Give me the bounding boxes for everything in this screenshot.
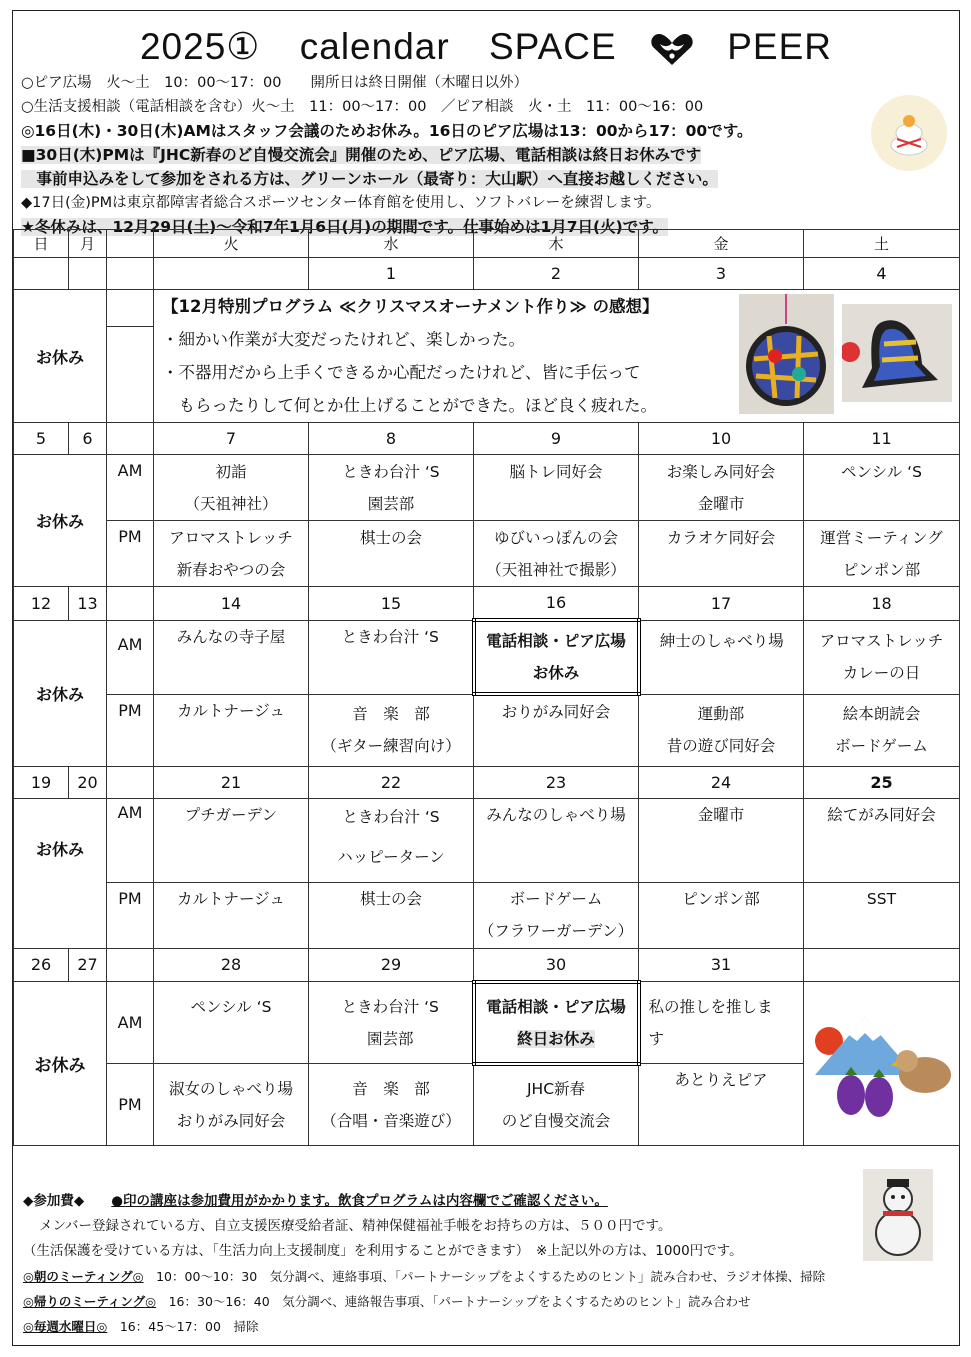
pm-label: PM: [107, 694, 154, 766]
program-cell: 絵てがみ同好会: [804, 798, 960, 882]
date-cell: 21: [154, 766, 309, 798]
title-year: 2025①: [139, 26, 261, 67]
program-cell: SST: [804, 882, 960, 948]
pm-label: PM: [107, 1064, 154, 1146]
title-space: SPACE: [488, 26, 617, 67]
title-peer: PEER: [727, 26, 832, 67]
program-cell: ボードゲーム （フラワーガーデン）: [474, 882, 639, 948]
closed-notice-box: 電話相談・ピア広場 終日お休み: [474, 982, 639, 1064]
closed-label: お休み: [14, 620, 107, 766]
page-title: [13, 25, 959, 68]
program-cell: ときわ台汁 ‘S 園芸部: [309, 982, 474, 1064]
program-cell: 音 楽 部 （合唱・音楽遊び）: [309, 1064, 474, 1146]
program-cell: 運営ミーティング ピンポン部: [804, 521, 960, 587]
date-cell: 27: [69, 948, 107, 982]
date-row-3: [14, 587, 960, 621]
date-cell: 2: [474, 258, 639, 290]
calendar-page: [12, 10, 960, 1346]
notice-meeting: ◎16日(木)・30日(木)AMはスタッフ会議のためお休み。16日のピア広場は13：00から17：00です。: [21, 122, 753, 140]
evening-meeting-text: 16：30～16：40 気分調べ、連絡報告事項、「パートナーシップをよくするためのヒント」読み合わせ: [168, 1294, 751, 1309]
week3-am-row: [14, 620, 960, 694]
notice-event-detail: 事前申込みをして参加をされる方は、グリーンホール（最寄り：大山駅）へ直接お越しください。: [21, 170, 718, 188]
date-cell: 4: [804, 258, 960, 290]
date-cell: 17: [639, 587, 804, 621]
date-cell: 28: [154, 948, 309, 982]
date-cell: 29: [309, 948, 474, 982]
morning-meeting-label: ◎朝のミーティング◎: [23, 1269, 144, 1284]
program-cell: ペンシル ‘S: [154, 982, 309, 1064]
closed-label: お休み: [14, 982, 107, 1146]
program-cell: ピンポン部: [639, 882, 804, 948]
date-cell: 16: [474, 587, 639, 621]
program-cell: アロマストレッチ カレーの日: [804, 620, 960, 694]
date-cell: 26: [14, 948, 69, 982]
program-cell: 初詣 （天祖神社）: [154, 455, 309, 521]
footer-notes: [23, 1189, 825, 1339]
week1-body: [14, 290, 960, 423]
notice-volley: ◆17日(金)PMは東京都障害者総合スポーツセンター体育館を使用し、ソフトバレーを練習します。: [21, 195, 661, 211]
notice-event: ■30日(木)PMは『JHC新春のど自慢交流会』開催のため、ピア広場、電話相談は終日お休みです: [21, 146, 702, 164]
weekday-sat: 土: [804, 230, 960, 258]
closed-notice-box: 電話相談・ピア広場 お休み: [474, 620, 639, 694]
date-row-1: [14, 258, 960, 290]
program-cell: 脳トレ同好会: [474, 455, 639, 521]
program-cell: 運動部 昔の遊び同好会: [639, 694, 804, 766]
program-cell: 絵本朗読会 ボードゲーム: [804, 694, 960, 766]
program-cell: ペンシル ‘S: [804, 455, 960, 521]
program-cell: カラオケ同好会: [639, 521, 804, 587]
evening-meeting-label: ◎帰りのミーティング◎: [23, 1294, 157, 1309]
program-cell: 棋士の会: [309, 521, 474, 587]
wednesday-text: 16：45～17：00 掃除: [119, 1319, 259, 1334]
title-word: calendar: [299, 26, 450, 67]
program-cell: おりがみ同好会: [474, 694, 639, 766]
program-cell: あとりえピア: [639, 1064, 804, 1146]
program-cell: 棋士の会: [309, 882, 474, 948]
calendar-table: [13, 229, 960, 1146]
date-cell: 19: [14, 766, 69, 798]
am-label: AM: [107, 455, 154, 521]
program-cell: 私の推しを推しま す: [639, 982, 804, 1064]
snowman-ornament-photo: [863, 1169, 933, 1261]
date-cell: 8: [309, 423, 474, 455]
closed-label: お休み: [14, 798, 107, 948]
program-cell: プチガーデン: [154, 798, 309, 882]
program-cell: カルトナージュ: [154, 694, 309, 766]
weekday-fri: 金: [639, 230, 804, 258]
peer-logo-icon: [650, 32, 694, 66]
pm-label: PM: [107, 521, 154, 587]
date-cell: 5: [14, 423, 69, 455]
feedback-line: もらったりして何とか仕上げることができた。ほど良く疲れた。: [162, 396, 657, 415]
notice-block: [21, 71, 921, 239]
program-cell: ときわ台汁 ‘S ハッピーターン: [309, 798, 474, 882]
weekday-wed: 水: [309, 230, 474, 258]
special-program-feedback: [154, 290, 960, 423]
weekday-tue: 火: [154, 230, 309, 258]
weekday-header-row: [14, 230, 960, 258]
morning-meeting-text: 10：00～10：30 気分調べ、連絡事項、「パートナーシップをよくするためのヒント」読み合わせ、ラジオ体操、掃除: [156, 1269, 826, 1284]
date-cell: 11: [804, 423, 960, 455]
pm-label: PM: [107, 882, 154, 948]
date-row-4: [14, 766, 960, 798]
program-cell: 音 楽 部 （ギター練習向け）: [309, 694, 474, 766]
date-cell: 15: [309, 587, 474, 621]
weekday-thu: 木: [474, 230, 639, 258]
date-cell: 6: [69, 423, 107, 455]
date-cell: 13: [69, 587, 107, 621]
program-cell: みんなの寺子屋: [154, 620, 309, 694]
am-label: AM: [107, 982, 154, 1064]
ornament-bell-photo: [842, 304, 952, 402]
feedback-title: 【12月特別プログラム ≪クリスマスオーナメント作り≫ の感想】: [162, 297, 659, 316]
program-cell: お楽しみ同好会 金曜市: [639, 455, 804, 521]
date-row-5: [14, 948, 960, 982]
date-cell: 12: [14, 587, 69, 621]
date-cell: 31: [639, 948, 804, 982]
fee-line-2: （生活保護を受けている方は、「生活力向上支援制度」を利用することができます） ※上記以外の方は、1000円です。: [23, 1243, 743, 1259]
date-cell: 25: [804, 766, 960, 798]
program-cell: カルトナージュ: [154, 882, 309, 948]
week4-am-row: [14, 798, 960, 882]
program-cell: ときわ台汁 ‘S: [309, 620, 474, 694]
week4-pm-row: [14, 882, 960, 948]
closed-label: お休み: [14, 290, 107, 423]
week2-am-row: [14, 455, 960, 521]
program-cell: みんなのしゃべり場: [474, 798, 639, 882]
closed-label: お休み: [14, 455, 107, 587]
date-cell: 9: [474, 423, 639, 455]
am-label: AM: [107, 798, 154, 882]
week5-am-row: [14, 982, 960, 1064]
wednesday-label: ◎毎週水曜日◎: [23, 1319, 108, 1334]
fee-note: ●印の講座は参加費用がかかります。飲食プログラムは内容欄でご確認ください。: [111, 1193, 608, 1209]
date-cell: 3: [639, 258, 804, 290]
program-cell: アロマストレッチ 新春おやつの会: [154, 521, 309, 587]
program-cell: ときわ台汁 ‘S 園芸部: [309, 455, 474, 521]
date-cell: 10: [639, 423, 804, 455]
weekday-mon: 月: [69, 230, 107, 258]
date-row-2: [14, 423, 960, 455]
notice-winter: ★冬休みは、12月29日(土)～令和7年1月6日(月)の期間です。仕事始めは1月7日(火)です。: [21, 218, 668, 236]
program-cell: ゆびいっぽんの会 （天祖神社で撮影）: [474, 521, 639, 587]
fee-line-1: メンバー登録されている方、自立支援医療受給者証、精神保健福祉手帳をお持ちの方は、５００円です。: [39, 1218, 672, 1234]
weekday-sun: 日: [14, 230, 69, 258]
week3-pm-row: [14, 694, 960, 766]
date-cell: 14: [154, 587, 309, 621]
date-cell: 20: [69, 766, 107, 798]
date-cell: 1: [309, 258, 474, 290]
program-cell: 紳士のしゃべり場: [639, 620, 804, 694]
fee-label: ◆参加費◆: [23, 1193, 85, 1209]
date-cell: 7: [154, 423, 309, 455]
notice-consult: ○生活支援相談（電話相談を含む）火～土 11：00～17：00 ／ピア相談 火・土 11：00～16：00: [21, 99, 704, 115]
date-cell: 30: [474, 948, 639, 982]
new-year-illustration: [804, 982, 960, 1146]
date-cell: 23: [474, 766, 639, 798]
week2-pm-row: [14, 521, 960, 587]
am-label: AM: [107, 620, 154, 694]
program-cell: 淑女のしゃべり場 おりがみ同好会: [154, 1064, 309, 1146]
ornament-ball-photo: [739, 294, 834, 414]
notice-hours: ○ピア広場 火～土 10：00～17：00 開所日は終日開催（木曜日以外）: [21, 75, 528, 91]
date-cell: 22: [309, 766, 474, 798]
program-cell: JHC新春 のど自慢交流会: [474, 1064, 639, 1146]
date-cell: 18: [804, 587, 960, 621]
feedback-line: ・不器用だから上手くできるか心配だったけれど、皆に手伝って: [162, 363, 641, 382]
kagamimochi-illustration: [871, 95, 947, 171]
feedback-line: ・細かい作業が大変だったけれど、楽しかった。: [162, 330, 525, 349]
date-cell: 24: [639, 766, 804, 798]
program-cell: 金曜市: [639, 798, 804, 882]
